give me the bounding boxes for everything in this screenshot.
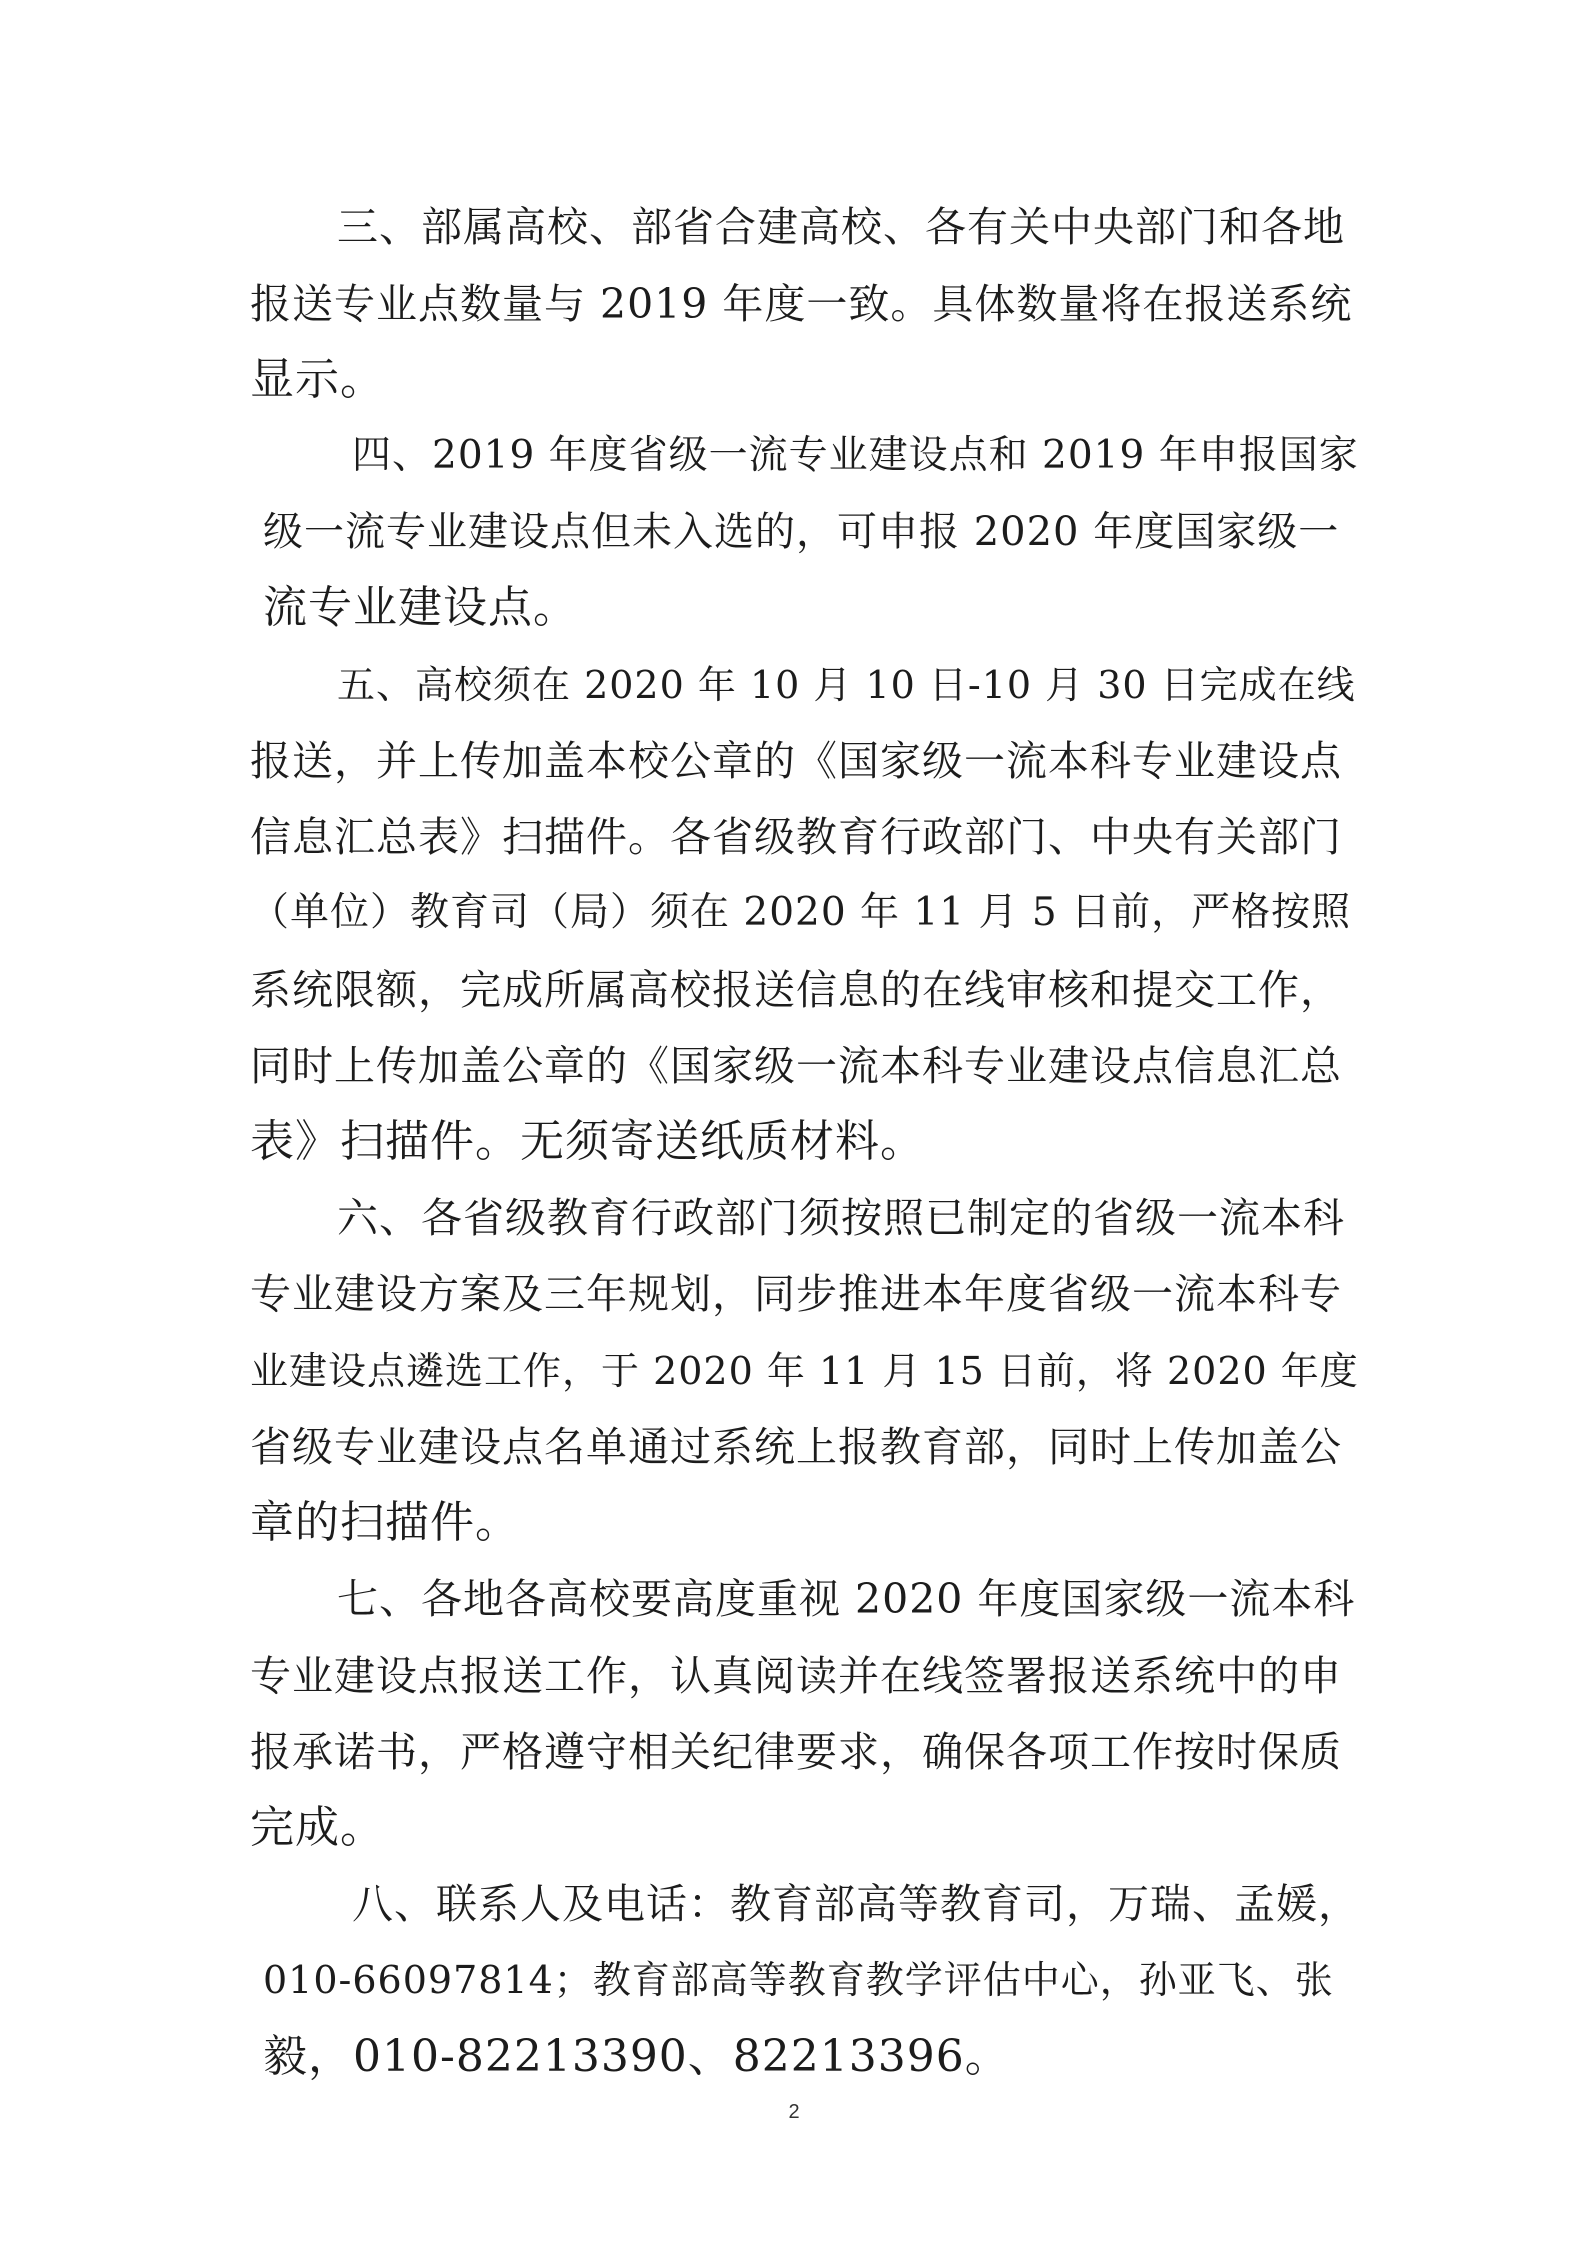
paragraph-6-line-5: 章的扫描件。 bbox=[250, 1497, 520, 1548]
paragraph-5-line-2: 报送，并上传加盖本校公章的《国家级一流本科专业建设点 bbox=[250, 737, 1342, 785]
paragraph-6-line-3: 业建设点遴选工作，于 2020 年 11 月 15 日前，将 2020 年度 bbox=[250, 1349, 1359, 1393]
paragraph-3-line-1: 三、部属高校、部省合建高校、各有关中央部门和各地 bbox=[337, 203, 1345, 251]
paragraph-4-line-3: 流专业建设点。 bbox=[263, 582, 578, 633]
paragraph-5-line-6: 同时上传加盖公章的《国家级一流本科专业建设点信息汇总 bbox=[250, 1042, 1342, 1090]
paragraph-7-line-3: 报承诺书，严格遵守相关纪律要求，确保各项工作按时保质 bbox=[250, 1728, 1342, 1776]
paragraph-6-line-4: 省级专业建设点名单通过系统上报教育部，同时上传加盖公 bbox=[250, 1423, 1342, 1471]
paragraph-4-line-1: 四、2019 年度省级一流专业建设点和 2019 年申报国家 bbox=[352, 433, 1359, 478]
paragraph-7-line-1: 七、各地各高校要高度重视 2020 年度国家级一流本科 bbox=[337, 1575, 1356, 1623]
paragraph-5-line-5: 系统限额，完成所属高校报送信息的在线审核和提交工作， bbox=[250, 966, 1342, 1014]
paragraph-3-line-3: 显示。 bbox=[250, 354, 385, 405]
paragraph-5-line-1: 五、高校须在 2020 年 10 月 10 日-10 月 30 日完成在线 bbox=[337, 663, 1356, 707]
paragraph-5-line-7: 表》扫描件。无须寄送纸质材料。 bbox=[250, 1116, 925, 1167]
paragraph-4-line-2: 级一流专业建设点但未入选的，可申报 2020 年度国家级一 bbox=[263, 509, 1340, 555]
paragraph-6-line-1: 六、各省级教育行政部门须按照已制定的省级一流本科 bbox=[337, 1194, 1345, 1242]
paragraph-8-line-1: 八、联系人及电话：教育部高等教育司，万瑞、孟媛， bbox=[352, 1880, 1360, 1928]
page-number: 2 bbox=[788, 2101, 800, 2123]
paragraph-7-line-4: 完成。 bbox=[250, 1802, 385, 1853]
paragraph-3-line-2: 报送专业点数量与 2019 年度一致。具体数量将在报送系统 bbox=[250, 280, 1353, 328]
paragraph-5-line-3: 信息汇总表》扫描件。各省级教育行政部门、中央有关部门 bbox=[250, 813, 1342, 861]
paragraph-6-line-2: 专业建设方案及三年规划，同步推进本年度省级一流本科专 bbox=[250, 1270, 1342, 1318]
paragraph-5-line-4: （单位）教育司（局）须在 2020 年 11 月 5 日前，严格按照 bbox=[250, 890, 1352, 935]
paragraph-7-line-2: 专业建设点报送工作，认真阅读并在线签署报送系统中的申 bbox=[250, 1652, 1342, 1700]
paragraph-8-line-3: 毅，010-82213390、82213396。 bbox=[263, 2031, 1010, 2082]
paragraph-8-line-2: 010-66097814；教育部高等教育教学评估中心，孙亚飞、张 bbox=[263, 1958, 1334, 2002]
